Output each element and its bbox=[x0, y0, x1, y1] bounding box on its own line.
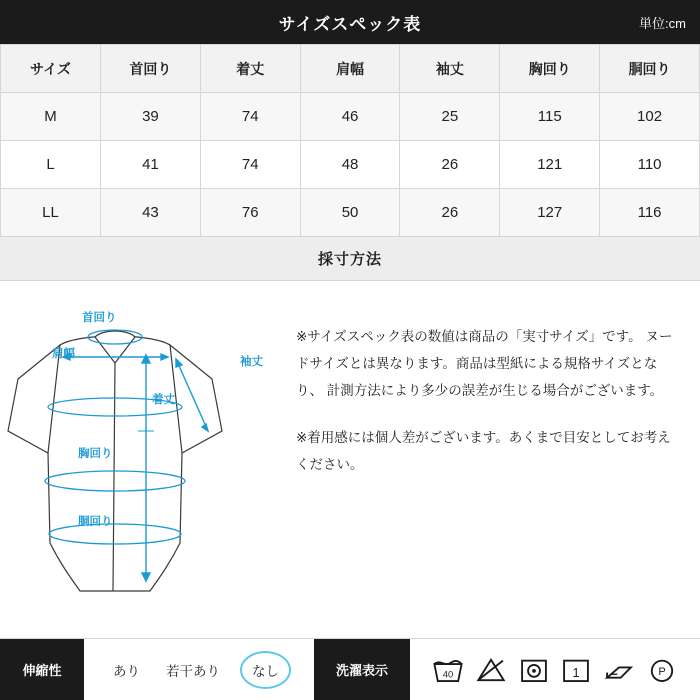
col-sleeve: 袖丈 bbox=[400, 45, 500, 93]
col-length: 着丈 bbox=[200, 45, 300, 93]
note-1: ※サイズスペック表の数値は商品の「実寸サイズ」です。 ヌードサイズとは異なります。商品は型紙による規格サイズとなり、 計測方法により多少の誤差が生じる場合がございます。 bbox=[296, 329, 673, 398]
col-chest: 胸回り bbox=[500, 45, 600, 93]
cell-size: L bbox=[1, 141, 101, 189]
cell-neck: 39 bbox=[101, 93, 201, 141]
stretch-options bbox=[84, 639, 314, 700]
cell-neck: 43 bbox=[101, 189, 201, 237]
measure-method-header: 採寸方法 bbox=[0, 237, 700, 281]
cell-chest: 121 bbox=[500, 141, 600, 189]
shirt-diagram-svg bbox=[0, 281, 290, 627]
table-row bbox=[1, 141, 700, 189]
iron-level-text: 1 bbox=[572, 664, 580, 680]
professional-clean-p-icon bbox=[645, 655, 679, 685]
cell-chest: 127 bbox=[500, 189, 600, 237]
label-sleeve: 袖丈 bbox=[240, 356, 263, 368]
cell-size: LL bbox=[1, 189, 101, 237]
cell-shoulder: 46 bbox=[300, 93, 400, 141]
tumble-dry-icon bbox=[517, 655, 551, 685]
table-header-row bbox=[1, 45, 700, 93]
unit-label: 単位:cm bbox=[639, 15, 686, 31]
label-chest: 胸回り bbox=[78, 448, 113, 460]
cell-length: 74 bbox=[200, 93, 300, 141]
cell-waist: 116 bbox=[600, 189, 700, 237]
cell-sleeve: 26 bbox=[400, 141, 500, 189]
wash-icons bbox=[410, 639, 700, 700]
stretch-label: 伸縮性 bbox=[0, 639, 84, 700]
iron-1-icon bbox=[559, 655, 593, 685]
flat-dry-icon bbox=[602, 655, 636, 685]
cell-shoulder: 48 bbox=[300, 141, 400, 189]
shirt-illustration bbox=[0, 281, 290, 627]
cell-shoulder: 50 bbox=[300, 189, 400, 237]
wash-temp-text: 40 bbox=[442, 669, 454, 680]
col-shoulder: 肩幅 bbox=[300, 45, 400, 93]
measure-method-content bbox=[0, 281, 700, 627]
bottom-bar bbox=[0, 638, 700, 700]
cell-length: 74 bbox=[200, 141, 300, 189]
page-title: サイズスペック表 bbox=[278, 14, 422, 34]
cell-neck: 41 bbox=[101, 141, 201, 189]
cell-length: 76 bbox=[200, 189, 300, 237]
col-size: サイズ bbox=[1, 45, 101, 93]
wash-40-icon bbox=[431, 655, 465, 685]
label-waist: 胴回り bbox=[78, 516, 113, 528]
label-length: 着丈 bbox=[152, 394, 175, 406]
col-neck: 首回り bbox=[101, 45, 201, 93]
page-header bbox=[0, 0, 700, 44]
col-waist: 胴回り bbox=[600, 45, 700, 93]
table-row bbox=[1, 189, 700, 237]
no-bleach-icon bbox=[474, 655, 508, 685]
cell-sleeve: 26 bbox=[400, 189, 500, 237]
cell-size: M bbox=[1, 93, 101, 141]
stretch-option-nashi[interactable]: なし bbox=[240, 651, 291, 689]
label-neck: 首回り bbox=[82, 312, 117, 324]
cell-chest: 115 bbox=[500, 93, 600, 141]
label-shoulder: 肩幅 bbox=[52, 348, 75, 360]
cell-waist: 102 bbox=[600, 93, 700, 141]
cell-sleeve: 25 bbox=[400, 93, 500, 141]
clean-code-text: P bbox=[658, 665, 666, 678]
cell-waist: 110 bbox=[600, 141, 700, 189]
stretch-option-ari[interactable]: あり bbox=[113, 663, 140, 679]
measurement-notes bbox=[290, 281, 700, 627]
wash-label: 洗濯表示 bbox=[314, 639, 410, 700]
table-row bbox=[1, 93, 700, 141]
note-2: ※着用感には個人差がございます。あくまで目安としてお考えください。 bbox=[296, 430, 671, 472]
stretch-option-jakkan-ari[interactable]: 若干あり bbox=[166, 663, 220, 679]
size-spec-table bbox=[0, 44, 700, 237]
